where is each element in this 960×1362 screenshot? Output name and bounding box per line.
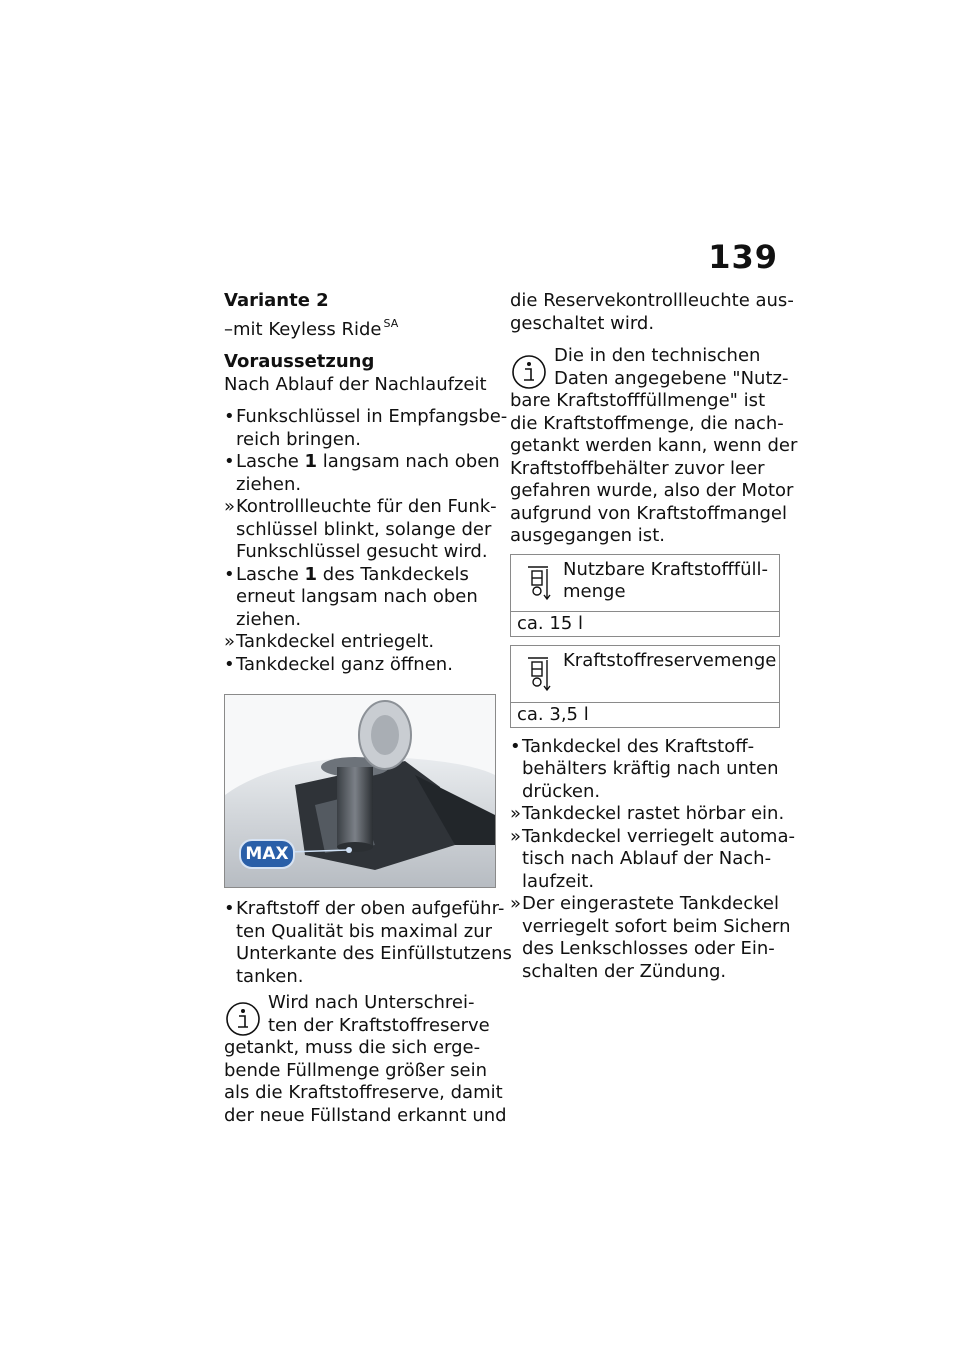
bullet-marker: • [224, 563, 235, 585]
item-line: laufzeit. [522, 870, 595, 892]
usable-fuel-value: ca. 15 l [517, 612, 583, 634]
item-line: Funkschlüssel gesucht wird. [236, 541, 488, 562]
note-line: ten der Kraftstoffreserve [268, 1014, 490, 1036]
result-marker: » [224, 496, 236, 517]
list-item [224, 564, 494, 632]
item-line: drücken. [522, 780, 601, 802]
item-line: Funkschlüssel in Empfangsbe- [236, 406, 508, 427]
item-line: tisch nach Ablauf der Nach- [522, 848, 772, 869]
note-line: als die Kraftstoffreserve, damit [224, 1082, 503, 1103]
bullet-marker: • [224, 653, 235, 675]
info-icon [224, 1000, 262, 1038]
result-marker: » [510, 825, 522, 847]
left-column [224, 290, 512, 1127]
info-icon [510, 353, 548, 391]
fuel-reserve-value: ca. 3,5 l [517, 703, 589, 725]
max-level-badge: MAX [239, 839, 295, 869]
note-line: bare Kraftstofffüllmenge" ist [510, 390, 766, 411]
bullet-marker: • [510, 735, 521, 757]
list-item [224, 451, 500, 496]
list-item [510, 736, 780, 804]
item-line: erneut langsam nach oben [236, 586, 478, 607]
item-line: ziehen. [236, 608, 302, 630]
result-marker: » [510, 893, 522, 914]
item-text: des Tankdeckels [317, 563, 469, 585]
result-marker: » [510, 803, 522, 824]
page-number: 139 [708, 238, 778, 276]
note-line: die Kraftstoffmenge, die nach- [510, 412, 784, 434]
list-item [224, 496, 497, 564]
item-reference: 1 [304, 563, 318, 585]
note-line: gefahren wurde, also der Motor [510, 480, 794, 501]
list-item [510, 803, 785, 826]
item-line: Kontrollleuchte für den Funk- [236, 496, 497, 517]
note-line: bende Füllmenge größer sein [224, 1059, 487, 1081]
item-text: langsam nach oben [317, 451, 500, 472]
item-line: Tankdeckel rastet hörbar ein. [522, 803, 785, 824]
item-line: Kraftstoff der oben aufgeführ- [236, 898, 505, 919]
variant-title: Variante 2 [224, 290, 329, 311]
list-item [510, 893, 791, 983]
note-line: Die in den technischen [554, 345, 761, 366]
note-line: ausgegangen ist. [510, 525, 665, 546]
item-line: behälters kräftig nach unten [522, 758, 779, 779]
fuel-filler-illustration [224, 694, 496, 888]
item-line: tanken. [236, 965, 304, 987]
prerequisite-title: Voraussetzung [224, 351, 375, 372]
item-line: ten Qualität bis maximal zur [236, 920, 493, 942]
item-line: Tankdeckel entriegelt. [236, 631, 435, 652]
item-line: des Lenkschlosses oder Ein- [522, 938, 775, 959]
note-line: der neue Füllstand erkannt und [224, 1104, 507, 1126]
item-line: verriegelt sofort beim Sichern [522, 915, 791, 937]
table-label [563, 649, 777, 673]
note-line: Daten angegebene "Nutz- [554, 367, 789, 389]
info-note [510, 345, 798, 548]
continued-text: geschaltet wird. [510, 312, 655, 334]
table-header [511, 646, 779, 703]
prerequisite-text: Nach Ablauf der Nachlaufzeit [224, 373, 487, 395]
note-line: Kraftstoffbehälter zuvor leer [510, 457, 765, 479]
table-label-line: menge [563, 581, 626, 602]
item-line: ziehen. [236, 473, 302, 495]
continued-text: die Reservekontrollleuchte aus- [510, 290, 794, 311]
table-label-line: Nutzbare Kraftstofffüll- [563, 558, 769, 580]
note-line: Wird nach Unterschrei- [268, 992, 475, 1013]
instruction-list [510, 735, 795, 984]
item-line [236, 451, 500, 474]
item-line: schlüssel blinkt, solange der [236, 518, 492, 540]
list-item [224, 406, 508, 451]
fuel-pump-icon [525, 656, 551, 692]
variant-sub-text: –mit Keyless Ride [224, 318, 382, 340]
item-line: Tankdeckel des Kraftstoff- [522, 735, 755, 757]
info-note [224, 992, 507, 1127]
item-line: Tankdeckel verriegelt automa- [522, 825, 795, 847]
fuel-data-tables [510, 554, 780, 728]
special-equipment-sup: SA [383, 316, 399, 330]
item-line: reich bringen. [236, 428, 361, 450]
table-label-line: Kraftstoffreservemenge [563, 649, 777, 671]
bullet-marker: • [224, 451, 235, 472]
item-line: Der eingerastete Tankdeckel [522, 893, 779, 914]
note-line: aufgrund von Kraftstoffmangel [510, 502, 787, 524]
item-line [236, 564, 494, 587]
list-item [224, 654, 494, 677]
item-reference: 1 [304, 451, 318, 472]
variant-subtitle [224, 313, 494, 342]
fuel-pump-icon [525, 565, 551, 601]
list-item [224, 631, 494, 654]
bullet-marker: • [224, 898, 235, 919]
list-item [510, 825, 795, 894]
usable-fuel-table [510, 554, 780, 637]
note-line: getankt werden kann, wenn der [510, 435, 798, 456]
table-label [563, 559, 773, 604]
bullet-marker: • [224, 406, 235, 427]
item-text: Lasche [236, 451, 305, 472]
item-text: Lasche [236, 563, 305, 585]
right-column [510, 290, 798, 983]
item-line: schalten der Zündung. [522, 960, 727, 982]
note-line: getankt, muss die sich erge- [224, 1037, 481, 1058]
item-line: Unterkante des Einfüllstutzens [236, 943, 512, 964]
table-header [511, 555, 779, 612]
list-item [224, 898, 512, 988]
result-marker: » [224, 631, 236, 652]
fuel-reserve-table [510, 645, 780, 728]
item-line: Tankdeckel ganz öffnen. [236, 653, 453, 675]
instruction-list [224, 406, 508, 676]
